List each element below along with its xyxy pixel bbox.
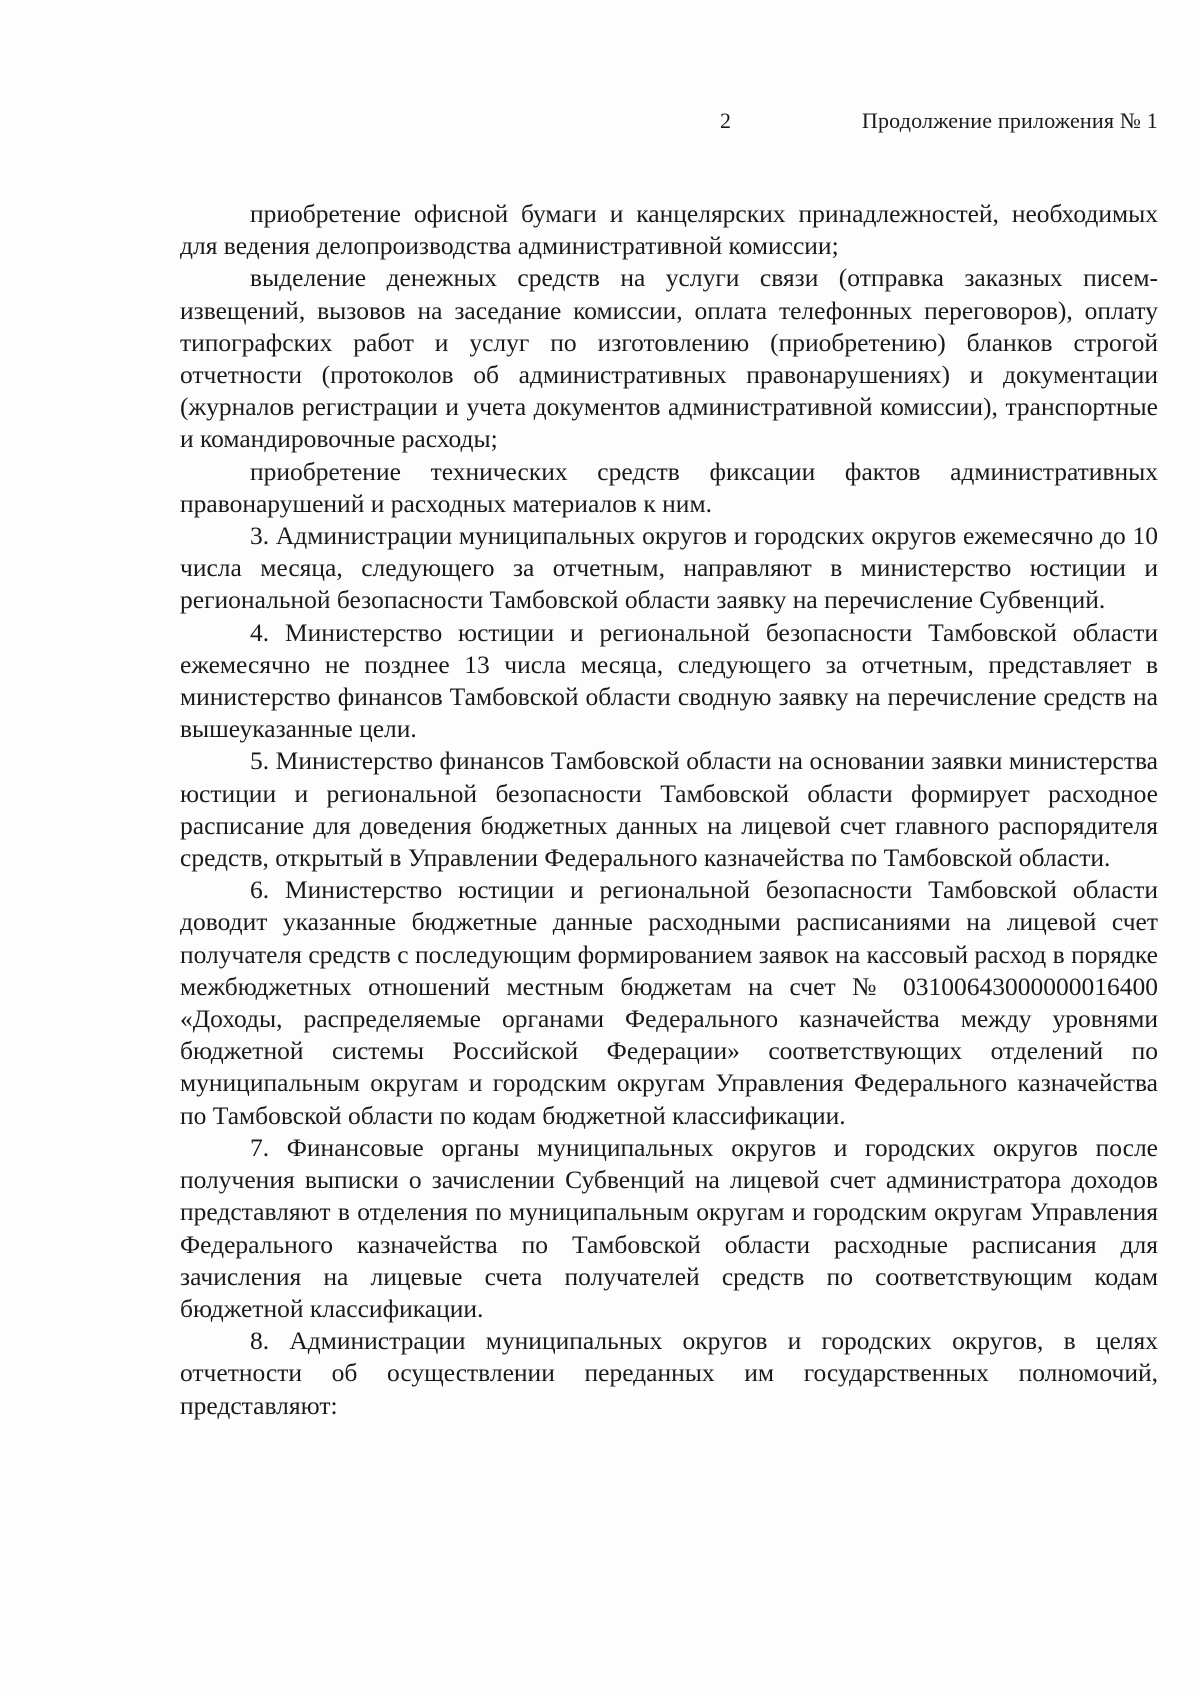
appendix-continuation-note: Продолжение приложения № 1 bbox=[861, 108, 1158, 133]
paragraph-item-5: 5. Министерство финансов Тамбовской области на основании заявки министерства юстиции и региональной безопасности Тамбовской области формирует расходное расписание для доведения бюджетных данных на лицевой счет главного распорядителя средств, открытый в Управлении Федерального казначейства по Тамбовской области. bbox=[180, 746, 1158, 873]
paragraph-technical-means: приобретение технических средств фиксации фактов административных правонарушений и расходных материалов к ним. bbox=[180, 456, 1158, 518]
page-header bbox=[180, 108, 1158, 138]
paragraph-item-3: 3. Администрации муниципальных округов и городских округов ежемесячно до 10 числа месяца, следующего за отчетным, направляют в министерство юстиции и региональной безопасности Тамбовской области заявку на перечисление Субвенций. bbox=[180, 521, 1158, 615]
paragraph-item-4: 4. Министерство юстиции и региональной безопасности Тамбовской области ежемесячно не позднее 13 числа месяца, следующего за отчетным, представляет в министерство финансов Тамбовской области сводную заявку на перечисление средств на вышеуказанные цели. bbox=[180, 617, 1158, 744]
paragraph-office-supplies: приобретение офисной бумаги и канцелярских принадлежностей, необходимых для ведения делопроизводства административной комиссии; bbox=[180, 199, 1158, 261]
paragraph-communication-services: выделение денежных средств на услуги связи (отправка заказных писем-извещений, вызовов на заседание комиссии, оплата телефонных переговоров), оплату типографских работ и услуг по изготовлению (приобретению) бланков строгой отчетности (протоколов об административных правонарушениях) и документации (журналов регистрации и учета документов административной комиссии), транспортные и командировочные расходы; bbox=[180, 263, 1158, 454]
page-number: 2 bbox=[720, 108, 731, 133]
document-body bbox=[180, 198, 1158, 1422]
paragraph-item-7: 7. Финансовые органы муниципальных округов и городских округов после получения выписки о зачислении Субвенций на лицевой счет администратора доходов представляют в отделения по муниципальным округам и городским округам Управления Федерального казначейства по Тамбовской области расходные расписания для зачисления на лицевые счета получателей средств по соответствующим кодам бюджетной классификации. bbox=[180, 1132, 1158, 1323]
paragraph-item-6: 6. Министерство юстиции и региональной безопасности Тамбовской области доводит указанные бюджетные данные расходными расписаниями на лицевой счет получателя средств с последующим формированием заявок на кассовый расход в порядке межбюджетных отношений местным бюджетам на счет № 03100643000000016400 «Доходы, распределяемые органами Федерального казначейства между уровнями бюджетной системы Российской Федерации» соответствующих отделений по муниципальным округам и городским округам Управления Федерального казначейства по Тамбовской области по кодам бюджетной классификации. bbox=[180, 875, 1158, 1130]
paragraph-item-8: 8. Администрации муниципальных округов и городских округов, в целях отчетности об осуществлении переданных им государственных полномочий, представляют: bbox=[180, 1326, 1158, 1420]
